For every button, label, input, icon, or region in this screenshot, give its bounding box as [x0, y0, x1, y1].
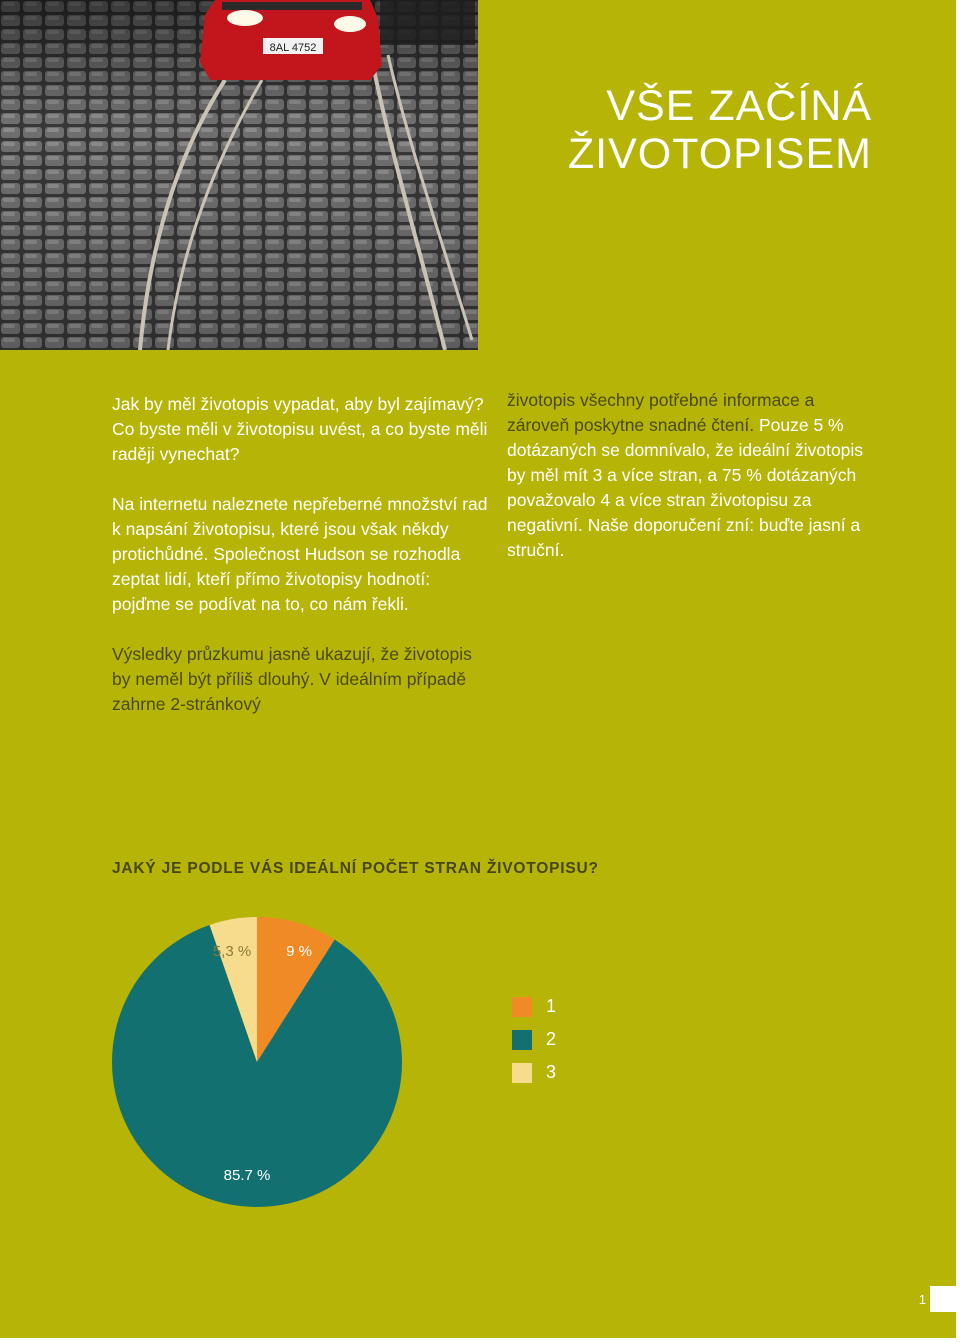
- red-car-icon: [200, 0, 382, 80]
- second-paragraph: [112, 492, 490, 617]
- legend-item-1: [512, 990, 556, 1023]
- page-title: [472, 82, 872, 178]
- pie-chart-svg: [100, 905, 420, 1225]
- street-photo: [0, 0, 478, 350]
- title-line-2: ŽIVOTOPISEM: [567, 130, 872, 178]
- chart-heading: JAKÝ JE PODLE VÁS IDEÁLNÍ POČET STRAN ŽIVOTOPISU?: [112, 860, 599, 877]
- street-photo-image: [0, 0, 478, 350]
- legend-swatch-2: [512, 1030, 532, 1050]
- pie-label-2: 85.7 %: [223, 1167, 271, 1184]
- pie-label-3: 5,3 %: [212, 943, 252, 960]
- corner-tab: [930, 1286, 960, 1312]
- right-column: [507, 388, 867, 563]
- page-number: 1: [918, 1292, 926, 1307]
- left-column: [112, 392, 490, 717]
- legend-item-2: [512, 1023, 556, 1056]
- intro-paragraph: Jak by měl životopis vypadat, aby byl zajímavý? Co byste měli v životopisu uvést, a co byste měli raději vynechat?: [112, 394, 488, 464]
- license-plate: 8AL 4752: [269, 42, 317, 54]
- right-paragraph: [507, 388, 867, 563]
- title-line-1: VŠE ZAČÍNÁ: [606, 82, 872, 130]
- right-paragraph-part-c: Naše doporučení zní: buďte jasní a struční.: [507, 515, 861, 560]
- pie-chart: [100, 905, 420, 1225]
- chart-legend: [512, 990, 556, 1089]
- legend-swatch-1: [512, 997, 532, 1017]
- legend-item-3: [512, 1056, 556, 1089]
- legend-label-1: 1: [546, 996, 557, 1016]
- right-paragraph-part-b: Pouze 5 % dotázaných se domnívalo, že ideální životopis by měl mít 3 a více stran, a 75 % dotázaných považovalo 4 a více stran životopisu za negativní.: [507, 415, 864, 535]
- results-paragraph: Výsledky průzkumu jasně ukazují, že životopis by neměl být příliš dlouhý. V ideálním případě zahrne 2-stránkový: [112, 644, 472, 714]
- legend-label-2: 2: [546, 1029, 557, 1049]
- pie-label-1: 9 %: [286, 943, 312, 960]
- second-paragraph-part-b: Společnost Hudson se rozhodla zeptat lidí, kteří přímo životopisy hodnotí: pojďme se podívat na to, co nám řekli.: [112, 544, 461, 614]
- second-paragraph-part-a: Na internetu naleznete nepřeberné množství rad k napsání životopisu, které jsou však někdy protichůdné.: [112, 494, 488, 564]
- legend-label-3: 3: [546, 1062, 557, 1082]
- legend-swatch-3: [512, 1063, 532, 1083]
- right-paragraph-part-a: životopis všechny potřebné informace a zároveň poskytne snadné čtení.: [507, 390, 815, 435]
